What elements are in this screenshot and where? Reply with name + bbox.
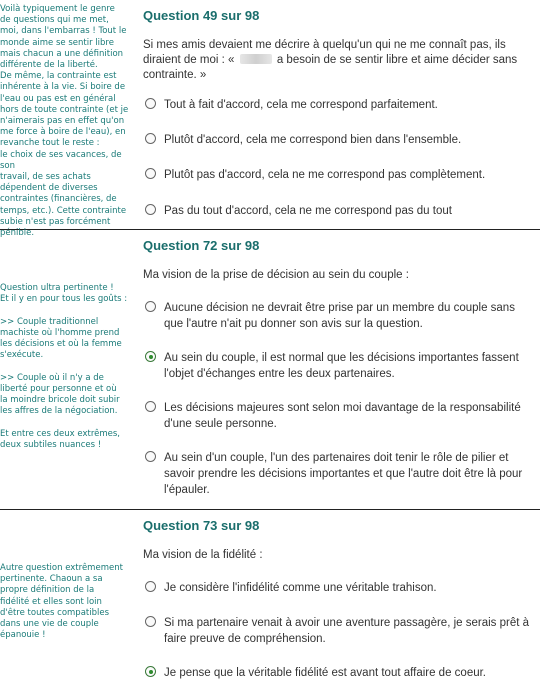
answer-option-label: Je pense que la véritable fidélité est avant tout affaire de coeur. (164, 667, 486, 679)
radio-button[interactable] (145, 204, 156, 215)
question-title: Question 49 sur 98 (143, 8, 260, 23)
answer-option-label: Tout à fait d'accord, cela me correspond parfaitement. (164, 99, 438, 111)
answer-option-label: Plutôt d'accord, cela me correspond bien dans l'ensemble. (164, 134, 462, 146)
answer-option[interactable] (145, 450, 535, 498)
question-prompt: Ma vision de la prise de décision au sein du couple : (143, 269, 409, 281)
answer-option-label: Plutôt pas d'accord, cela ne me correspond pas complètement. (164, 169, 486, 181)
answer-option[interactable] (145, 615, 535, 647)
prompt-text-before: Si mes amis devaient me décrire à quelqu'un qui ne me connaît pas, ils diraient de moi : « (143, 39, 506, 66)
answer-option[interactable] (145, 132, 535, 148)
answer-option-label: Si ma partenaire venait à avoir une aventure passagère, je serais prêt à faire preuve de compréhension. (164, 617, 530, 645)
radio-button[interactable] (145, 168, 156, 179)
answer-option-label: Les décisions majeures sont selon moi davantage de la responsabilité d'une seule personne. (164, 402, 521, 430)
question-prompt: Ma vision de la fidélité : (143, 549, 263, 561)
answer-option[interactable] (145, 665, 535, 681)
radio-button[interactable] (145, 666, 156, 677)
answer-option-label: Au sein du couple, il est normal que les décisions importantes fassent l'objet d'échanges entre les deux partenaires. (164, 352, 519, 380)
answer-option[interactable] (145, 203, 535, 219)
answer-option[interactable] (145, 350, 535, 382)
radio-button[interactable] (145, 98, 156, 109)
answer-option[interactable] (145, 167, 535, 183)
question-block-73 (0, 510, 540, 700)
side-note: Voilà typiquement le genre de questions qui me met, moi, dans l'embarras ! Tout le monde aime se sentir libre mais chacun a une définition différente de la liberté. De même, la contrainte est inhérente à la vie. Si boire de l'eau ou pas est en général hors de toute contrainte (et je n'aimerais pas en effet qu'on me force à boire de l'eau), en revanche tout le reste : le choix de ses vacances, de son travail, de ses achats dépendent de diverses contraintes (financières, de temps, etc.). Cette contrainte subie n'est pas forcément pénible. (0, 4, 129, 239)
radio-button[interactable] (145, 301, 156, 312)
answer-option-label: Pas du tout d'accord, cela ne me correspond pas du tout (164, 205, 452, 217)
question-block-49 (0, 0, 540, 239)
answer-option[interactable] (145, 580, 535, 596)
radio-button[interactable] (145, 133, 156, 144)
question-prompt (143, 38, 535, 83)
question-block-72 (0, 230, 540, 510)
question-title: Question 72 sur 98 (143, 238, 260, 253)
answer-option-label: Aucune décision ne devrait être prise par un membre du couple sans que l'autre n'ait pu donner son avis sur la question. (164, 302, 515, 330)
side-note: Question ultra pertinente ! Et il y en pour tous les goûts : >> Couple traditionnel machiste où l'homme prend les décisions et où la femme s'exécute. >> Couple où il n'y a de liberté pour personne et où la moindre bricole doit subir les affres de la négociation. Et entre ces deux extrêmes, deux subtiles nuances ! (0, 283, 128, 450)
answer-option[interactable] (145, 400, 535, 432)
radio-button[interactable] (145, 616, 156, 627)
blurred-name (240, 54, 272, 64)
answer-option[interactable] (145, 300, 535, 332)
prompt-text-after: a besoin de se sentir libre et aime décider sans contrainte. » (143, 54, 518, 81)
answer-option-label: Je considère l'infidélité comme une véritable trahison. (164, 582, 437, 594)
radio-button[interactable] (145, 401, 156, 412)
side-note: Autre question extrêmement pertinente. Chaoun a sa propre définition de la fidélité et elles sont loin d'être toutes compatibles dans une vie de couple épanouie ! (0, 563, 123, 641)
radio-button[interactable] (145, 451, 156, 462)
answer-option-label: Au sein d'un couple, l'un des partenaires doit tenir le rôle de pilier et savoir prendre les décisions importantes et que l'autre doit être là pour l'épauler. (164, 452, 523, 496)
radio-button[interactable] (145, 351, 156, 362)
answer-option[interactable] (145, 97, 535, 113)
question-title: Question 73 sur 98 (143, 518, 260, 533)
radio-button[interactable] (145, 581, 156, 592)
